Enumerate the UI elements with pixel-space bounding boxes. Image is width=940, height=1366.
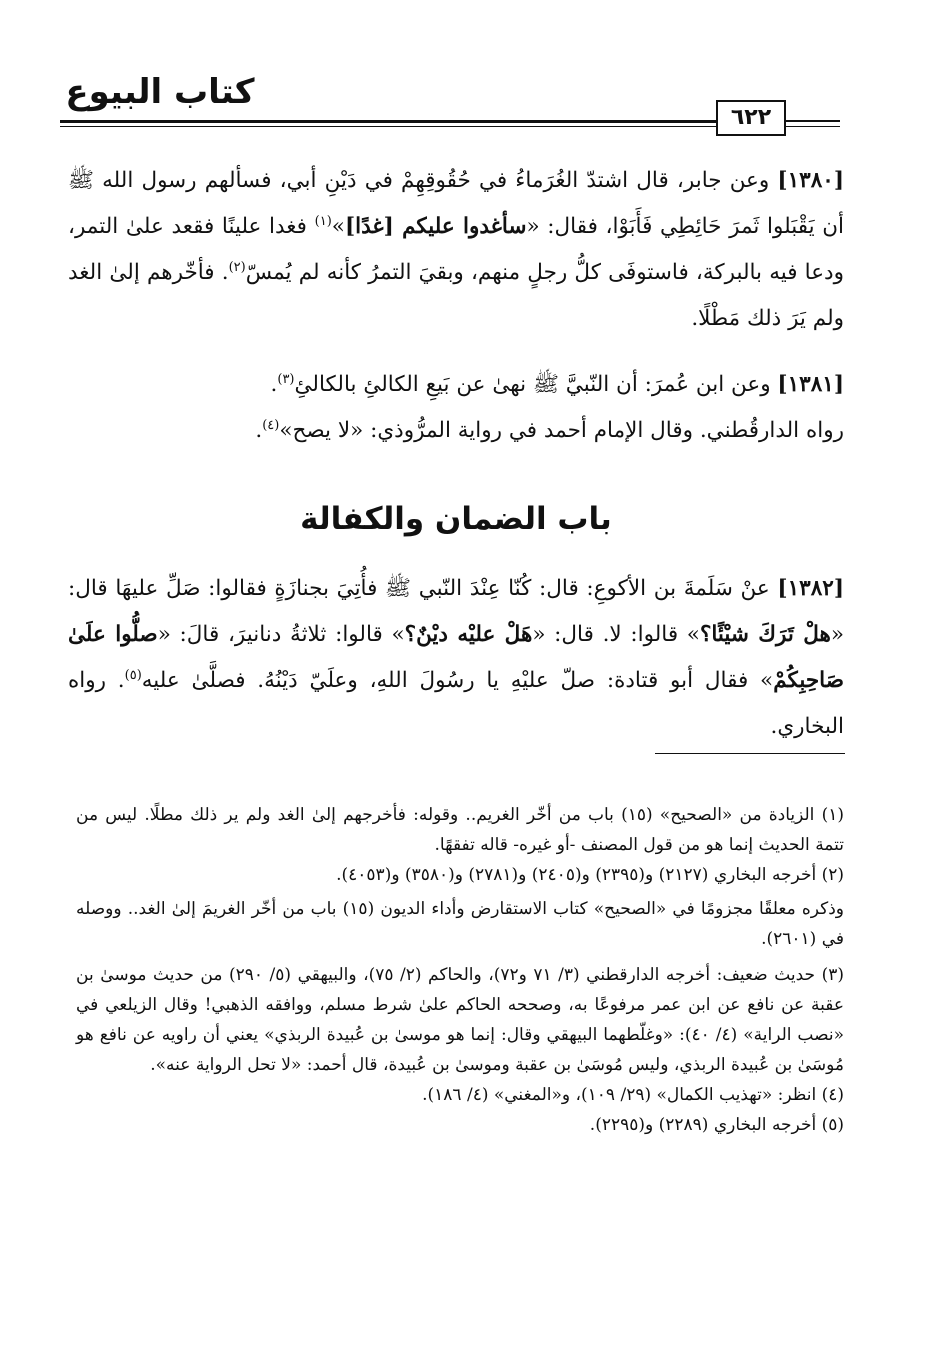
prophetic-quote: سأغدوا عليكم [غدًا] bbox=[344, 214, 527, 239]
hadith-text: وعن جابر، قال اشتدّ الغُرَماءُ في حُقُوقِهِمْ في دَيْنِ أبي، فسألهم رسول الله ﷺ أن يَقْبَلوا ثَمرَ حَائِطِي فَأَبَوْا، فقال: « bbox=[68, 168, 844, 239]
hadith-number: [١٣٨١] bbox=[777, 372, 844, 397]
footnote-2: (٢) أخرجه البخاري (٢١٢٧) و(٢٣٩٥) و(٢٤٠٥) و(٢٧٨١) و(٣٥٨٠) و(٤٠٥٣). bbox=[336, 865, 844, 885]
quote-close: » bbox=[331, 214, 345, 239]
footnote-4: (٤) انظر: «تهذيب الكمال» (٢٩/ ١٠٩)، و«المغني» (٤/ ١٨٦). bbox=[422, 1085, 844, 1105]
prophetic-quote: هَلْ عليْه ديْنٌ؟ bbox=[404, 622, 533, 647]
footnote-3: (٣) حديث ضعيف: أخرجه الدارقطني (٣/ ٧١ و٧٢)، والحاكم (٢/ ٧٥)، والبيهقي (٥/ ٢٩٠) من حديث موسىٰ بن عقبة عن نافع عن ابن عمر مرفوعًا به، وصححه الحاكم علىٰ شرط مسلم، ووافقه الذهبي! وقال الزيلعي في «نصب الراية» (٤/ ٤٠): «وغلّطهما البيهقي وقال: إنما هو موسىٰ بن عُبيدة الربذي» يعني أن راويه عن نافع هو مُوسَىٰ بن عُبيدة الربذي، وليس مُوسَىٰ بن عقبة وموسىٰ بن عُبيدة، قال أحمد: «لا تحل الرواية عنه». bbox=[76, 965, 845, 1075]
hadith-text: » قالوا: ثلاثةُ دنانيرَ، قالَ: « bbox=[157, 622, 405, 647]
header-rule bbox=[60, 120, 720, 123]
page-number: ٦٢٢ bbox=[716, 100, 786, 136]
hadith-1382 bbox=[68, 566, 844, 750]
footnotes bbox=[76, 800, 844, 1140]
hadith-text: . bbox=[255, 418, 263, 443]
hadith-text: . bbox=[270, 372, 278, 397]
footnote-ref[interactable]: (١) bbox=[314, 213, 332, 229]
footnote-5: (٥) أخرجه البخاري (٢٢٨٩) و(٢٢٩٥). bbox=[589, 1115, 844, 1135]
hadith-1380 bbox=[68, 158, 844, 342]
footnote-1: (١) الزيادة من «الصحيح» (١٥) باب من أخّر الغريم.. وقوله: فأخرجهم إلىٰ الغد ولم ير ذلك مطلًا. ليس من تتمة الحديث إنما هو من قول المصنف -أو غيره- قاله تفقهًا. bbox=[76, 805, 845, 855]
footnote-ref[interactable]: (٣) bbox=[277, 371, 295, 387]
footnote-ref[interactable]: (٥) bbox=[124, 667, 142, 683]
hadith-text: . فأخّرهم إلىٰ الغد ولم يَرَ ذلك مَطْلًا. bbox=[68, 260, 844, 331]
hadith-grading: رواه الدارقُطني. وقال الإمام أحمد في رواية المرُّوذي: «لا يصح» bbox=[279, 418, 844, 443]
hadith-number: [١٣٨٠] bbox=[777, 168, 844, 193]
chapter-heading: باب الضمان والكفالة bbox=[300, 501, 612, 537]
hadith-text: فغدا علينًا فقعد علىٰ التمر، ودعا فيه بالبركة، فاستوفَى كلُّ رجلٍ منهم، وبقيَ التمرُ كأنه لم يُمسّ bbox=[68, 214, 844, 285]
prophetic-quote: صلُّوا علَىٰ صَاحِبِكُمْ bbox=[68, 622, 844, 693]
header-rule-right bbox=[784, 120, 840, 122]
footnote-separator bbox=[655, 753, 845, 754]
hadith-text: » قالوا: لا. قال: « bbox=[532, 622, 700, 647]
hadith-text: . رواه البخاري. bbox=[68, 668, 844, 739]
hadith-text: » فقال أبو قتادة: صلّ عليْهِ يا رسُولَ اللهِ، وعلَيّ دَيْنُهُ. فصلَّىٰ عليه bbox=[141, 668, 774, 693]
footnote-ref[interactable]: (٢) bbox=[228, 259, 246, 275]
hadith-text: وعن ابن عُمرَ: أن النّبيَّ ﷺ نهىٰ عن بَيعِ الكالئِ بالكالئِ bbox=[294, 372, 778, 397]
header-rule-right-thin bbox=[784, 126, 840, 127]
hadith-text: عنْ سَلَمةَ بن الأكوعِ: قال: كُنّا عِنْدَ النّبي ﷺ فأُتِيَ بجنازَةٍ فقالوا: صَلِّ عليهَا قال: « bbox=[68, 576, 844, 647]
header-rule-thin bbox=[60, 126, 720, 127]
prophetic-quote: هلْ تَرَكَ شيْئًا؟ bbox=[699, 622, 831, 647]
hadith-1381 bbox=[68, 362, 844, 454]
footnote-ref[interactable]: (٤) bbox=[262, 417, 280, 433]
running-header-title: كتاب البيوع bbox=[65, 72, 255, 112]
hadith-number: [١٣٨٢] bbox=[777, 576, 844, 601]
footnote-2-continued: وذكره معلقًا مجزومًا في «الصحيح» كتاب الاستقارض وأداء الديون (١٥) باب من أخّر الغريمَ إلىٰ الغد.. ووصله في (٢٦٠١). bbox=[76, 899, 844, 949]
